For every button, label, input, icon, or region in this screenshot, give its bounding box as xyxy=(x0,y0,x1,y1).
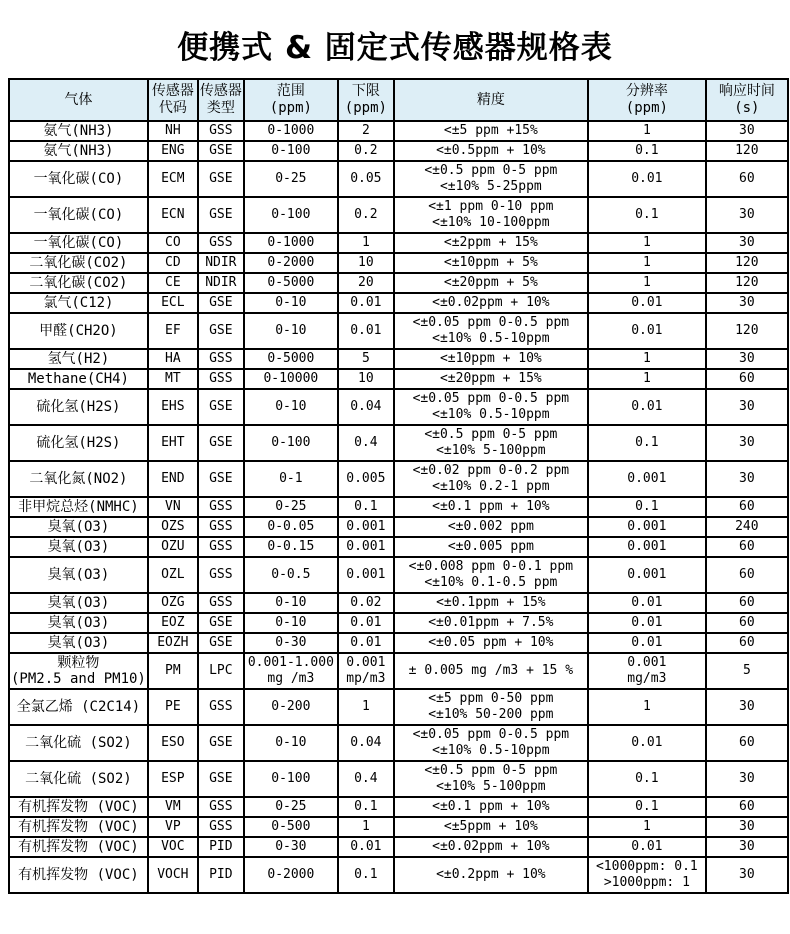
cell-gas: 有机挥发物 (VOC) xyxy=(9,797,148,817)
table-row xyxy=(9,197,788,233)
cell-gas: 有机挥发物 (VOC) xyxy=(9,857,148,893)
cell-accuracy: <±0.02ppm + 10% xyxy=(394,837,588,857)
cell-limit: 0.001 mp/m3 xyxy=(338,653,394,689)
cell-resolution: 1 xyxy=(588,369,706,389)
cell-response: 30 xyxy=(706,293,788,313)
cell-limit: 1 xyxy=(338,689,394,725)
cell-type: GSE xyxy=(198,141,244,161)
cell-range: 0-30 xyxy=(244,633,338,653)
cell-type: GSS xyxy=(198,817,244,837)
cell-gas: 有机挥发物 (VOC) xyxy=(9,817,148,837)
cell-code: ESP xyxy=(148,761,198,797)
cell-gas: 甲醛(CH2O) xyxy=(9,313,148,349)
table-row xyxy=(9,557,788,593)
table-row xyxy=(9,121,788,141)
cell-resolution: 0.001 xyxy=(588,557,706,593)
cell-limit: 0.2 xyxy=(338,197,394,233)
cell-code: ESO xyxy=(148,725,198,761)
cell-gas: 氨气(NH3) xyxy=(9,141,148,161)
table-row xyxy=(9,461,788,497)
cell-type: GSS xyxy=(198,121,244,141)
cell-range: 0-10000 xyxy=(244,369,338,389)
cell-limit: 20 xyxy=(338,273,394,293)
cell-accuracy: <±20ppm + 5% xyxy=(394,273,588,293)
cell-resolution: 1 xyxy=(588,689,706,725)
table-row xyxy=(9,425,788,461)
cell-gas: 二氧化碳(CO2) xyxy=(9,273,148,293)
cell-resolution: 0.01 xyxy=(588,313,706,349)
cell-range: 0-25 xyxy=(244,797,338,817)
cell-range: 0-10 xyxy=(244,293,338,313)
cell-code: PM xyxy=(148,653,198,689)
cell-accuracy: <±0.008 ppm 0-0.1 ppm <±10% 0.1-0.5 ppm xyxy=(394,557,588,593)
cell-accuracy: <±0.5ppm + 10% xyxy=(394,141,588,161)
cell-accuracy: <±2ppm + 15% xyxy=(394,233,588,253)
cell-limit: 0.01 xyxy=(338,633,394,653)
cell-resolution: 1 xyxy=(588,253,706,273)
cell-code: OZL xyxy=(148,557,198,593)
cell-range: 0-25 xyxy=(244,497,338,517)
cell-range: 0-10 xyxy=(244,389,338,425)
table-row xyxy=(9,797,788,817)
table-row xyxy=(9,233,788,253)
cell-type: GSE xyxy=(198,313,244,349)
cell-type: GSS xyxy=(198,537,244,557)
table-row xyxy=(9,369,788,389)
cell-gas: 二氧化硫 (SO2) xyxy=(9,725,148,761)
cell-accuracy: <±0.1ppm + 15% xyxy=(394,593,588,613)
cell-gas: 一氧化碳(CO) xyxy=(9,161,148,197)
cell-range: 0.001-1.000 mg /m3 xyxy=(244,653,338,689)
cell-code: ECL xyxy=(148,293,198,313)
table-row xyxy=(9,253,788,273)
cell-gas: 全氯乙烯 (C2C14) xyxy=(9,689,148,725)
cell-response: 60 xyxy=(706,557,788,593)
cell-limit: 1 xyxy=(338,233,394,253)
cell-resolution: 0.1 xyxy=(588,761,706,797)
cell-accuracy: <±0.2ppm + 10% xyxy=(394,857,588,893)
cell-response: 30 xyxy=(706,349,788,369)
cell-code: ENG xyxy=(148,141,198,161)
cell-gas: Methane(CH4) xyxy=(9,369,148,389)
cell-resolution: 0.01 xyxy=(588,725,706,761)
cell-response: 60 xyxy=(706,633,788,653)
cell-gas: 二氧化氮(NO2) xyxy=(9,461,148,497)
cell-code: VOC xyxy=(148,837,198,857)
cell-type: GSS xyxy=(198,689,244,725)
cell-type: PID xyxy=(198,857,244,893)
cell-resolution: 0.1 xyxy=(588,197,706,233)
table-row xyxy=(9,593,788,613)
cell-code: VP xyxy=(148,817,198,837)
cell-response: 120 xyxy=(706,313,788,349)
cell-gas: 颗粒物 (PM2.5 and PM10) xyxy=(11,655,146,687)
cell-resolution: 0.01 xyxy=(588,593,706,613)
cell-accuracy: <±0.05 ppm + 10% xyxy=(394,633,588,653)
cell-limit: 0.2 xyxy=(338,141,394,161)
cell-type: GSE xyxy=(198,461,244,497)
cell-type: GSE xyxy=(198,425,244,461)
cell-response: 30 xyxy=(706,837,788,857)
cell-limit: 5 xyxy=(338,349,394,369)
cell-resolution: 1 xyxy=(588,121,706,141)
cell-range: 0-10 xyxy=(244,613,338,633)
cell-range: 0-0.5 xyxy=(244,557,338,593)
cell-gas: 氢气(H2) xyxy=(9,349,148,369)
cell-limit: 0.4 xyxy=(338,761,394,797)
column-header-accuracy: 精度 xyxy=(394,79,588,121)
cell-range: 0-100 xyxy=(244,425,338,461)
header-row xyxy=(9,79,788,121)
cell-resolution: 0.01 xyxy=(588,161,706,197)
cell-accuracy: <±0.05 ppm 0-0.5 ppm <±10% 0.5-10ppm xyxy=(394,313,588,349)
cell-resolution: 0.01 xyxy=(588,613,706,633)
cell-response: 30 xyxy=(706,857,788,893)
cell-code: EOZH xyxy=(148,633,198,653)
cell-type: GSS xyxy=(198,593,244,613)
table-row xyxy=(9,517,788,537)
cell-accuracy: ± 0.005 mg /m3 + 15 % xyxy=(394,653,588,689)
cell-limit: 0.1 xyxy=(338,857,394,893)
column-header-resolution: 分辨率 (ppm) xyxy=(588,79,706,121)
cell-limit: 0.02 xyxy=(338,593,394,613)
cell-code: VN xyxy=(148,497,198,517)
cell-code: EOZ xyxy=(148,613,198,633)
cell-code: HA xyxy=(148,349,198,369)
cell-accuracy: <±0.02 ppm 0-0.2 ppm <±10% 0.2-1 ppm xyxy=(394,461,588,497)
table-row xyxy=(9,293,788,313)
cell-range: 0-2000 xyxy=(244,857,338,893)
cell-limit: 0.001 xyxy=(338,537,394,557)
cell-type: GSS xyxy=(198,557,244,593)
cell-limit: 0.01 xyxy=(338,293,394,313)
column-header-range: 范围 (ppm) xyxy=(244,79,338,121)
cell-gas: 非甲烷总烃(NMHC) xyxy=(9,497,148,517)
cell-range: 0-100 xyxy=(244,197,338,233)
cell-limit: 0.01 xyxy=(338,613,394,633)
cell-gas: 一氧化碳(CO) xyxy=(9,233,148,253)
cell-type: GSS xyxy=(198,797,244,817)
cell-type: GSE xyxy=(198,761,244,797)
cell-range: 0-10 xyxy=(244,725,338,761)
cell-limit: 1 xyxy=(338,817,394,837)
cell-range: 0-1000 xyxy=(244,121,338,141)
cell-gas: 二氧化硫 (SO2) xyxy=(9,761,148,797)
cell-response: 30 xyxy=(706,689,788,725)
cell-gas: 氨气(NH3) xyxy=(9,121,148,141)
cell-gas: 硫化氢(H2S) xyxy=(9,425,148,461)
cell-code: EHT xyxy=(148,425,198,461)
table-row xyxy=(9,313,788,349)
cell-accuracy: <±0.05 ppm 0-0.5 ppm <±10% 0.5-10ppm xyxy=(394,725,588,761)
cell-response: 60 xyxy=(706,537,788,557)
cell-resolution: 1 xyxy=(588,349,706,369)
cell-accuracy: <±0.05 ppm 0-0.5 ppm <±10% 0.5-10ppm xyxy=(394,389,588,425)
table-row xyxy=(9,537,788,557)
cell-resolution: 0.1 xyxy=(588,425,706,461)
table-row xyxy=(9,349,788,369)
table-row xyxy=(9,837,788,857)
cell-accuracy: <±20ppm + 15% xyxy=(394,369,588,389)
column-header-code: 传感器 代码 xyxy=(148,79,198,121)
cell-code: VM xyxy=(148,797,198,817)
table-row xyxy=(9,497,788,517)
cell-type: GSE xyxy=(198,633,244,653)
cell-code: NH xyxy=(148,121,198,141)
column-header-gas: 气体 xyxy=(9,79,148,121)
cell-resolution: 0.001 xyxy=(588,537,706,557)
cell-limit: 10 xyxy=(338,253,394,273)
cell-resolution: 1 xyxy=(588,817,706,837)
cell-range: 0-5000 xyxy=(244,349,338,369)
table-row xyxy=(9,633,788,653)
cell-limit: 0.1 xyxy=(338,797,394,817)
cell-resolution: 0.1 xyxy=(588,141,706,161)
cell-code: OZU xyxy=(148,537,198,557)
cell-code: ECM xyxy=(148,161,198,197)
table-row xyxy=(9,689,788,725)
cell-gas: 硫化氢(H2S) xyxy=(9,389,148,425)
cell-range: 0-0.05 xyxy=(244,517,338,537)
table-body xyxy=(9,121,788,893)
cell-gas: 臭氧(O3) xyxy=(9,633,148,653)
cell-resolution: 0.001 xyxy=(588,461,706,497)
cell-response: 60 xyxy=(706,161,788,197)
cell-code: VOCH xyxy=(148,857,198,893)
cell-code: PE xyxy=(148,689,198,725)
cell-accuracy: <±0.002 ppm xyxy=(394,517,588,537)
cell-range: 0-100 xyxy=(244,141,338,161)
cell-response: 60 xyxy=(706,613,788,633)
cell-accuracy: <±0.5 ppm 0-5 ppm <±10% 5-25ppm xyxy=(394,161,588,197)
cell-response: 60 xyxy=(706,797,788,817)
cell-resolution: 0.01 xyxy=(588,633,706,653)
cell-limit: 10 xyxy=(338,369,394,389)
cell-response: 120 xyxy=(706,253,788,273)
cell-response: 240 xyxy=(706,517,788,537)
cell-code: ECN xyxy=(148,197,198,233)
table-row xyxy=(9,761,788,797)
cell-accuracy: <±0.01ppm + 7.5% xyxy=(394,613,588,633)
cell-limit: 0.01 xyxy=(338,313,394,349)
cell-type: GSE xyxy=(198,197,244,233)
cell-response: 120 xyxy=(706,273,788,293)
cell-response: 60 xyxy=(706,497,788,517)
cell-resolution: <1000ppm: 0.1 >1000ppm: 1 xyxy=(588,857,706,893)
cell-resolution: 1 xyxy=(588,233,706,253)
cell-range: 0-1 xyxy=(244,461,338,497)
cell-gas: 有机挥发物 (VOC) xyxy=(9,837,148,857)
cell-type: LPC xyxy=(198,653,244,689)
cell-response: 30 xyxy=(706,389,788,425)
cell-code: CD xyxy=(148,253,198,273)
cell-code: CE xyxy=(148,273,198,293)
cell-accuracy: <±10ppm + 5% xyxy=(394,253,588,273)
cell-gas: 臭氧(O3) xyxy=(9,613,148,633)
table-row xyxy=(9,141,788,161)
cell-limit: 0.001 xyxy=(338,517,394,537)
column-header-limit: 下限 (ppm) xyxy=(338,79,394,121)
cell-accuracy: <±0.5 ppm 0-5 ppm <±10% 5-100ppm xyxy=(394,761,588,797)
cell-code: CO xyxy=(148,233,198,253)
cell-limit: 0.04 xyxy=(338,725,394,761)
cell-accuracy: <±0.5 ppm 0-5 ppm <±10% 5-100ppm xyxy=(394,425,588,461)
cell-resolution: 0.01 xyxy=(588,293,706,313)
cell-limit: 0.04 xyxy=(338,389,394,425)
cell-response: 60 xyxy=(706,725,788,761)
cell-gas: 臭氧(O3) xyxy=(9,517,148,537)
cell-response: 30 xyxy=(706,121,788,141)
cell-resolution: 0.01 xyxy=(588,837,706,857)
cell-response: 30 xyxy=(706,461,788,497)
cell-code: EF xyxy=(148,313,198,349)
column-header-type: 传感器 类型 xyxy=(198,79,244,121)
cell-range: 0-5000 xyxy=(244,273,338,293)
cell-type: GSS xyxy=(198,369,244,389)
cell-accuracy: <±10ppm + 10% xyxy=(394,349,588,369)
cell-resolution: 0.1 xyxy=(588,797,706,817)
cell-accuracy: <±1 ppm 0-10 ppm <±10% 10-100ppm xyxy=(394,197,588,233)
cell-range: 0-0.15 xyxy=(244,537,338,557)
cell-range: 0-2000 xyxy=(244,253,338,273)
cell-limit: 0.005 xyxy=(338,461,394,497)
cell-range: 0-10 xyxy=(244,313,338,349)
page-title: 便携式 & 固定式传感器规格表 xyxy=(177,30,613,66)
cell-range: 0-10 xyxy=(244,593,338,613)
cell-type: GSE xyxy=(198,293,244,313)
cell-limit: 0.001 xyxy=(338,557,394,593)
cell-code: OZG xyxy=(148,593,198,613)
cell-type: PID xyxy=(198,837,244,857)
cell-type: NDIR xyxy=(198,273,244,293)
cell-accuracy: <±0.02ppm + 10% xyxy=(394,293,588,313)
cell-type: GSS xyxy=(198,497,244,517)
cell-response: 30 xyxy=(706,197,788,233)
cell-type: GSS xyxy=(198,233,244,253)
cell-gas: 氯气(C12) xyxy=(9,293,148,313)
table-row xyxy=(9,817,788,837)
cell-response: 30 xyxy=(706,233,788,253)
cell-code: END xyxy=(148,461,198,497)
cell-accuracy: <±5 ppm 0-50 ppm <±10% 50-200 ppm xyxy=(394,689,588,725)
cell-type: GSS xyxy=(198,517,244,537)
cell-resolution: 1 xyxy=(588,273,706,293)
cell-range: 0-30 xyxy=(244,837,338,857)
cell-type: GSE xyxy=(198,613,244,633)
cell-type: GSE xyxy=(198,725,244,761)
cell-range: 0-1000 xyxy=(244,233,338,253)
cell-resolution: 0.1 xyxy=(588,497,706,517)
cell-limit: 0.4 xyxy=(338,425,394,461)
cell-response: 30 xyxy=(706,817,788,837)
cell-gas: 臭氧(O3) xyxy=(9,557,148,593)
cell-limit: 0.05 xyxy=(338,161,394,197)
cell-type: NDIR xyxy=(198,253,244,273)
cell-gas: 二氧化碳(CO2) xyxy=(9,253,148,273)
cell-response: 60 xyxy=(706,369,788,389)
cell-accuracy: <±0.1 ppm + 10% xyxy=(394,797,588,817)
cell-limit: 0.1 xyxy=(338,497,394,517)
cell-code: EHS xyxy=(148,389,198,425)
cell-range: 0-500 xyxy=(244,817,338,837)
cell-limit: 0.01 xyxy=(338,837,394,857)
table-row xyxy=(9,161,788,197)
cell-code: MT xyxy=(148,369,198,389)
cell-response: 120 xyxy=(706,141,788,161)
cell-range: 0-200 xyxy=(244,689,338,725)
table-row xyxy=(9,857,788,893)
cell-response: 60 xyxy=(706,593,788,613)
cell-gas: 臭氧(O3) xyxy=(9,537,148,557)
cell-accuracy: <±5ppm + 10% xyxy=(394,817,588,837)
cell-range: 0-100 xyxy=(244,761,338,797)
table-row xyxy=(9,725,788,761)
sensor-spec-table xyxy=(8,78,789,894)
column-header-response: 响应时间 (s) xyxy=(706,79,788,121)
cell-resolution: 0.01 xyxy=(588,389,706,425)
cell-code: OZS xyxy=(148,517,198,537)
cell-resolution: 0.001 xyxy=(588,517,706,537)
cell-range: 0-25 xyxy=(244,161,338,197)
table-row xyxy=(9,389,788,425)
cell-accuracy: <±5 ppm +15% xyxy=(394,121,588,141)
table-row xyxy=(9,613,788,633)
table-row xyxy=(9,653,788,689)
cell-gas: 臭氧(O3) xyxy=(9,593,148,613)
cell-limit: 2 xyxy=(338,121,394,141)
cell-type: GSS xyxy=(198,349,244,369)
cell-response: 5 xyxy=(706,653,788,689)
cell-gas: 一氧化碳(CO) xyxy=(9,197,148,233)
cell-resolution: 0.001 mg/m3 xyxy=(588,653,706,689)
cell-response: 30 xyxy=(706,761,788,797)
cell-type: GSE xyxy=(198,389,244,425)
cell-accuracy: <±0.1 ppm + 10% xyxy=(394,497,588,517)
cell-accuracy: <±0.005 ppm xyxy=(394,537,588,557)
cell-response: 30 xyxy=(706,425,788,461)
cell-type: GSE xyxy=(198,161,244,197)
table-row xyxy=(9,273,788,293)
